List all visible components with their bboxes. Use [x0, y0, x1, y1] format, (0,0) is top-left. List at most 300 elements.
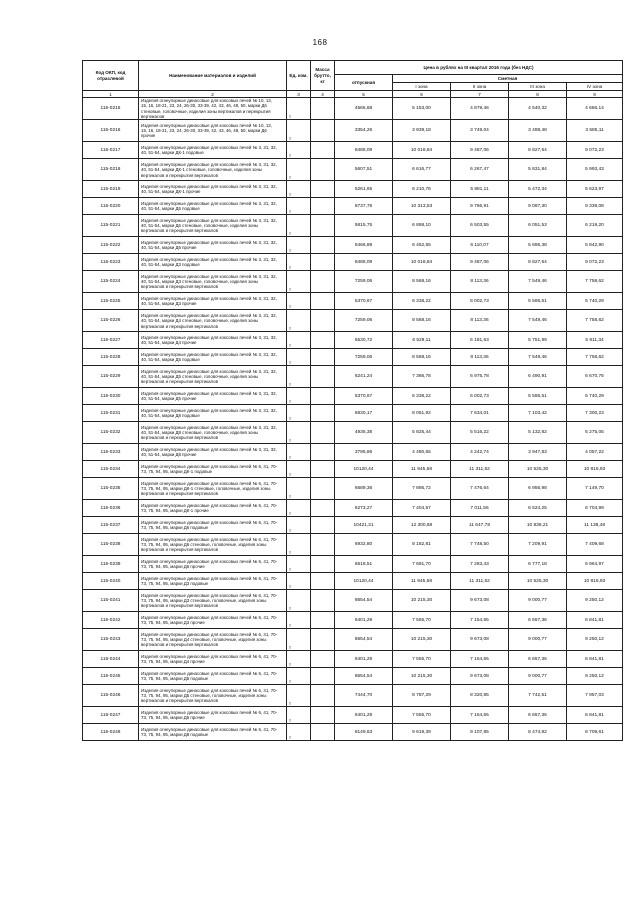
item-code: 115-0224 [83, 271, 139, 293]
header-estimate-price: Сметная [393, 75, 623, 83]
item-name [139, 422, 287, 444]
price-zone-4: 6 670,76 [567, 366, 623, 388]
header-zone-3: III зона [509, 83, 567, 91]
item-name-text: Изделия огнеупорные динасовые для коксовых печей № 6, 41, 70-73, 75, 94, 95, марки Д5 прочие [141, 710, 278, 721]
table-row [83, 271, 623, 293]
price-zone-2: 7 283,43 [451, 556, 509, 573]
item-name-text: Изделия огнеупорные динасовые для коксовых печей № 6, 41, 70-73, 75, 94, 95, марки Д3 подовые [141, 575, 278, 587]
table-row [83, 310, 623, 332]
item-mass [311, 500, 335, 517]
price-zone-3: 6 657,36 [509, 612, 567, 629]
item-unit: т [287, 444, 311, 461]
price-zone-4: 5 740,29 [567, 388, 623, 405]
release-price: 7259,06 [335, 310, 393, 332]
item-name [139, 366, 287, 388]
header-zone-1: I зона [393, 83, 451, 91]
release-price: 5607,51 [335, 159, 393, 181]
item-mass [311, 98, 335, 120]
price-zone-2: 5 516,22 [451, 422, 509, 444]
price-zone-1: 11 945,58 [393, 461, 451, 478]
item-name-text: Изделия огнеупорные динасовые для коксовых печей № 3, 31, 32, 40, 51-54, марки Д6 прочие [141, 240, 277, 251]
release-price: 6689,36 [335, 478, 393, 500]
item-unit: т [287, 120, 311, 142]
release-price: 8737,76 [335, 198, 393, 215]
item-code: 115-0222 [83, 237, 139, 254]
item-unit: т [287, 254, 311, 271]
item-unit: т [287, 310, 311, 332]
item-name [139, 461, 287, 478]
price-zone-4: 6 964,97 [567, 556, 623, 573]
price-zone-3: 10 838,21 [509, 517, 567, 534]
item-mass [311, 159, 335, 181]
item-mass [311, 590, 335, 612]
price-table [82, 60, 623, 741]
item-name-text: Изделия огнеупорные динасовые для коксовых печей № 10, 13, 15, 16, 18-21, 23, 24, 26-30, 33-39, 42, 43, 46, 48, 50, марки Д6 прочие [141, 122, 272, 139]
item-code: 115-0230 [83, 388, 139, 405]
table-row [83, 159, 623, 181]
price-zone-3: 5 472,34 [509, 181, 567, 198]
price-zone-4: 7 957,03 [567, 685, 623, 707]
price-zone-1: 10 313,53 [393, 198, 451, 215]
price-zone-3: 6 657,36 [509, 651, 567, 668]
item-name-text: Изделия огнеупорные динасовые для коксовых печей № 10, 13, 15, 16, 18-21, 23, 24, 26-30, 33-39, 42, 43, 46, 48, 50, марки Д6 стеновые, головочные, изделия зоны вертикалов и перекрытия вертикалов [141, 98, 272, 119]
table-row [83, 215, 623, 237]
item-name-text: Изделия огнеупорные динасовые для коксовых печей № 6, 41, 70-73, 75, 94, 95, марки Д5 подовые [141, 670, 278, 682]
table-row [83, 534, 623, 556]
table-row [83, 422, 623, 444]
item-unit: т [287, 181, 311, 198]
item-name-text: Изделия огнеупорные динасовые для коксовых печей № 3, 31, 32, 40, 51-54, марки Д3 прочие [141, 296, 277, 307]
release-price: 6273,27 [335, 500, 393, 517]
price-zone-4: 7 409,68 [567, 534, 623, 556]
price-zone-2: 9 766,91 [451, 198, 509, 215]
column-number: 4 [311, 91, 335, 98]
column-number: 2 [139, 91, 287, 98]
item-name [139, 629, 287, 651]
item-mass [311, 478, 335, 500]
item-unit: т [287, 534, 311, 556]
price-zone-2: 7 476,64 [451, 478, 509, 500]
item-code: 115-0217 [83, 142, 139, 159]
item-name [139, 590, 287, 612]
item-code: 115-0239 [83, 556, 139, 573]
price-zone-2: 11 647,78 [451, 517, 509, 534]
release-price: 8486,09 [335, 142, 393, 159]
item-name [139, 405, 287, 422]
table-row [83, 142, 623, 159]
price-zone-4: 4 057,22 [567, 444, 623, 461]
item-mass [311, 181, 335, 198]
column-number: 6 [393, 91, 451, 98]
item-name [139, 651, 287, 668]
price-zone-4: 5 842,90 [567, 237, 623, 254]
item-name [139, 668, 287, 685]
price-zone-3: 7 549,46 [509, 310, 567, 332]
item-name-text: Изделия огнеупорные динасовые для коксовых печей № 3, 31, 32, 40, 51-54, марки Д5 подовые [141, 352, 277, 363]
item-unit: т [287, 707, 311, 724]
release-price: 6518,51 [335, 556, 393, 573]
item-code: 115-0215 [83, 98, 139, 120]
price-zone-4: 7 758,62 [567, 310, 623, 332]
price-zone-1: 7 404,57 [393, 500, 451, 517]
item-unit: т [287, 388, 311, 405]
table-row [83, 724, 623, 741]
price-zone-1: 5 825,44 [393, 422, 451, 444]
item-mass [311, 237, 335, 254]
price-zone-4: 5 911,34 [567, 332, 623, 349]
release-price: 3795,86 [335, 444, 393, 461]
item-name [139, 349, 287, 366]
item-name-text: Изделия огнеупорные динасовые для коксовых печей № 3, 31, 32, 40, 51-54, марки Д5 стеновые, головочные, изделия зоны вертикалов и перекрытия вертикалов [141, 368, 277, 385]
release-price: 10120,44 [335, 573, 393, 590]
item-code: 115-0243 [83, 629, 139, 651]
price-zone-3: 9 087,30 [509, 198, 567, 215]
item-unit: т [287, 366, 311, 388]
item-name-text: Изделия огнеупорные динасовые для коксовых печей № 3, 31, 32, 40, 51-54, марки Д8 подовые [141, 407, 277, 419]
price-zone-4: 10 816,93 [567, 461, 623, 478]
price-zone-1: 6 616,77 [393, 159, 451, 181]
release-price: 3354,26 [335, 120, 393, 142]
item-name-text: Изделия огнеупорные динасовые для коксовых печей № 3, 31, 32, 40, 51-54, марки Д6 подовые [141, 200, 277, 212]
item-name [139, 724, 287, 741]
price-zone-3: 5 585,51 [509, 293, 567, 310]
table-row [83, 707, 623, 724]
item-name-text: Изделия огнеупорные динасовые для коксовых печей № 6, 41, 70-73, 75, 94, 95, марки Д6 прочие [141, 558, 278, 570]
table-row [83, 254, 623, 271]
item-unit: т [287, 590, 311, 612]
item-name-text: Изделия огнеупорные динасовые для коксовых печей № 3, 31, 32, 40, 51-54, марки Д8 прочие [141, 447, 277, 458]
item-code: 115-0245 [83, 668, 139, 685]
price-zone-3: 7 742,51 [509, 685, 567, 707]
item-name [139, 293, 287, 310]
item-name-text: Изделия огнеупорные динасовые для коксовых печей № 3, 31, 32, 40, 51-54, марки Д6 стеновые, головочные, изделия зоны вертикалов и перекрытия вертикалов [141, 217, 277, 234]
item-unit: т [287, 237, 311, 254]
price-zone-2: 4 879,46 [451, 98, 509, 120]
release-price: 5815,75 [335, 215, 393, 237]
price-zone-3: 3 488,48 [509, 120, 567, 142]
item-code: 115-0223 [83, 254, 139, 271]
release-price: 7259,06 [335, 271, 393, 293]
release-price: 4935,38 [335, 422, 393, 444]
item-unit: т [287, 668, 311, 685]
header-release-price: отпускная [335, 75, 393, 91]
table-row [83, 237, 623, 254]
table-row [83, 405, 623, 422]
table-row [83, 556, 623, 573]
item-name-text: Изделия огнеупорные динасовые для коксовых печей № 3, 31, 32, 40, 51-54, марки Д8 стеновые, головочные, изделия зоны вертикалов и перекрытия вертикалов [141, 424, 277, 441]
price-zone-4: 6 704,99 [567, 500, 623, 517]
item-name-text: Изделия огнеупорные динасовые для коксовых печей № 6, 41, 70-73, 75, 94, 95, марки ДК-1 стеновые, головочные, изделия зоны вертикалов и перекрытия вертикалов [141, 480, 278, 497]
price-zone-4: 5 993,43 [567, 159, 623, 181]
header-code: Код ОКП, код отраслевой [83, 61, 139, 91]
release-price: 7444,70 [335, 685, 393, 707]
price-zone-2: 7 011,56 [451, 500, 509, 517]
item-mass [311, 366, 335, 388]
price-zone-4: 5 740,29 [567, 293, 623, 310]
header-mass: Масса брутто, кг [311, 61, 335, 91]
release-price: 10421,31 [335, 517, 393, 534]
item-unit: т [287, 556, 311, 573]
item-name-text: Изделия огнеупорные динасовые для коксовых печей № 6, 41, 70-73, 75, 94, 95, марки ДК-1 прочие [141, 503, 278, 514]
item-name-text: Изделия огнеупорные динасовые для коксовых печей № 6, 41, 70-73, 75, 94, 95, марки Д5 стеновые, головочные, изделия зоны вертикалов и перекрытия вертикалов [141, 687, 278, 704]
header-name: Наименование материалов и изделий [139, 61, 287, 91]
item-name-text: Изделия огнеупорные динасовые для коксовых печей № 3, 31, 32, 40, 51-54, марки ДК-1 стеновые, головочные, изделия зоны вертикалов и перекрытия вертикалов [141, 161, 277, 178]
table-row [83, 590, 623, 612]
item-name-text: Изделия огнеупорные динасовые для коксовых печей № 6, 41, 70-73, 75, 94, 95, марки Д6 стеновые, головочные, изделия зоны вертикалов и перекрытия вертикалов [141, 536, 278, 553]
release-price: 8149,63 [335, 724, 393, 741]
item-mass [311, 461, 335, 478]
item-unit: т [287, 98, 311, 120]
release-price: 7259,06 [335, 349, 393, 366]
price-zone-1: 8 568,16 [393, 349, 451, 366]
item-name [139, 444, 287, 461]
item-name [139, 556, 287, 573]
price-zone-4: 6 841,81 [567, 707, 623, 724]
item-code: 115-0248 [83, 724, 139, 741]
table-row [83, 461, 623, 478]
item-name [139, 142, 287, 159]
price-zone-3: 7 549,46 [509, 271, 567, 293]
header-zone-4: IV зона [567, 83, 623, 91]
item-name [139, 685, 287, 707]
item-name-text: Изделия огнеупорные динасовые для коксовых печей № 3, 31, 32, 40, 51-54, марки Д4 стеновые, головочные, изделия зоны вертикалов и перекрытия вертикалов [141, 312, 277, 329]
price-zone-1: 10 018,84 [393, 142, 451, 159]
item-unit: т [287, 142, 311, 159]
item-code: 115-0240 [83, 573, 139, 590]
price-zone-4: 9 072,23 [567, 142, 623, 159]
price-zone-3: 9 000,77 [509, 668, 567, 685]
column-number: 7 [451, 91, 509, 98]
price-zone-3: 7 549,46 [509, 349, 567, 366]
item-name [139, 98, 287, 120]
price-zone-1: 6 210,76 [393, 181, 451, 198]
price-zone-3: 3 947,83 [509, 444, 567, 461]
item-code: 115-0236 [83, 500, 139, 517]
item-code: 115-0228 [83, 349, 139, 366]
price-zone-3: 5 132,82 [509, 422, 567, 444]
price-zone-1: 8 568,16 [393, 310, 451, 332]
item-name-text: Изделия огнеупорные динасовые для коксовых печей № 6, 41, 70-73, 75, 94, 95, марки Д4 прочие [141, 654, 278, 665]
item-name-text: Изделия огнеупорные динасовые для коксовых печей № 6, 41, 70-73, 75, 94, 95, марки Д8 подовые [141, 726, 278, 738]
release-price: 10120,44 [335, 461, 393, 478]
item-code: 115-0229 [83, 366, 139, 388]
price-zone-2: 8 113,36 [451, 271, 509, 293]
table-row [83, 629, 623, 651]
column-number: 1 [83, 91, 139, 98]
item-code: 115-0233 [83, 444, 139, 461]
price-zone-1: 10 215,30 [393, 668, 451, 685]
item-mass [311, 707, 335, 724]
column-number: 3 [287, 91, 311, 98]
price-zone-2: 9 673,08 [451, 590, 509, 612]
header-unit: Ед. изм. [287, 61, 311, 91]
price-zone-4: 6 841,81 [567, 651, 623, 668]
price-zone-3: 5 685,38 [509, 237, 567, 254]
price-zone-1: 10 215,30 [393, 590, 451, 612]
release-price: 5370,67 [335, 293, 393, 310]
price-zone-4: 9 250,12 [567, 590, 623, 612]
release-price: 5530,72 [335, 332, 393, 349]
release-price: 4565,68 [335, 98, 393, 120]
item-mass [311, 724, 335, 741]
item-name-text: Изделия огнеупорные динасовые для коксовых печей № 3, 31, 32, 40, 51-54, марки Д3 подовые [141, 256, 277, 268]
price-zone-2: 6 267,47 [451, 159, 509, 181]
release-price: 8654,54 [335, 629, 393, 651]
item-code: 115-0231 [83, 405, 139, 422]
item-name [139, 181, 287, 198]
table-row [83, 366, 623, 388]
price-zone-4: 9 250,12 [567, 629, 623, 651]
item-mass [311, 556, 335, 573]
item-name-text: Изделия огнеупорные динасовые для коксовых печей № 6, 41, 70-73, 75, 94, 95, марки Д3 прочие [141, 614, 278, 626]
price-zone-2: 6 002,73 [451, 388, 509, 405]
price-zone-2: 9 107,85 [451, 724, 509, 741]
item-unit: т [287, 461, 311, 478]
price-zone-4: 9 250,12 [567, 668, 623, 685]
item-unit: т [287, 651, 311, 668]
price-zone-1: 7 555,70 [393, 612, 451, 629]
price-zone-2: 7 154,65 [451, 651, 509, 668]
item-mass [311, 349, 335, 366]
price-zone-4: 9 339,08 [567, 198, 623, 215]
price-zone-4: 7 758,62 [567, 349, 623, 366]
price-zone-2: 6 110,07 [451, 237, 509, 254]
price-zone-4: 5 623,97 [567, 181, 623, 198]
price-zone-3: 6 956,98 [509, 478, 567, 500]
release-price: 6401,29 [335, 612, 393, 629]
item-code: 115-0225 [83, 293, 139, 310]
price-zone-1: 8 787,29 [393, 685, 451, 707]
price-zone-2: 11 311,52 [451, 461, 509, 478]
item-name [139, 500, 287, 517]
price-zone-2: 6 002,73 [451, 293, 509, 310]
price-zone-4: 6 841,81 [567, 612, 623, 629]
price-zone-1: 10 018,84 [393, 254, 451, 271]
item-name [139, 215, 287, 237]
price-zone-1: 8 568,16 [393, 271, 451, 293]
release-price: 8486,09 [335, 254, 393, 271]
price-zone-3: 9 000,77 [509, 629, 567, 651]
item-mass [311, 293, 335, 310]
price-zone-4: 3 585,11 [567, 120, 623, 142]
item-name [139, 534, 287, 556]
price-zone-2: 8 113,36 [451, 349, 509, 366]
price-zone-4: 7 300,23 [567, 405, 623, 422]
price-zone-2: 6 503,55 [451, 215, 509, 237]
item-name [139, 271, 287, 293]
price-zone-2: 9 673,08 [451, 668, 509, 685]
price-zone-2: 6 975,78 [451, 366, 509, 388]
price-zone-1: 12 300,68 [393, 517, 451, 534]
table-row [83, 181, 623, 198]
table-row [83, 517, 623, 534]
release-price: 6401,29 [335, 707, 393, 724]
item-mass [311, 668, 335, 685]
item-name-text: Изделия огнеупорные динасовые для коксовых печей № 3, 31, 32, 40, 51-54, марки Д5 прочие [141, 391, 277, 402]
item-unit: т [287, 293, 311, 310]
item-name-text: Изделия огнеупорные динасовые для коксовых печей № 3, 31, 32, 40, 51-54, марки Д4 прочие [141, 335, 277, 346]
item-code: 115-0237 [83, 517, 139, 534]
item-code: 115-0221 [83, 215, 139, 237]
price-zone-2: 8 320,85 [451, 685, 509, 707]
price-zone-3: 8 827,64 [509, 142, 567, 159]
table-row [83, 573, 623, 590]
item-mass [311, 517, 335, 534]
price-zone-1: 3 939,18 [393, 120, 451, 142]
item-code: 115-0246 [83, 685, 139, 707]
table-row [83, 98, 623, 120]
price-zone-1: 11 945,58 [393, 573, 451, 590]
price-zone-1: 6 452,55 [393, 237, 451, 254]
price-zone-3: 10 525,30 [509, 573, 567, 590]
item-mass [311, 405, 335, 422]
release-price: 6830,17 [335, 405, 393, 422]
item-name [139, 159, 287, 181]
column-number: 8 [509, 91, 567, 98]
item-mass [311, 120, 335, 142]
item-mass [311, 612, 335, 629]
item-name [139, 254, 287, 271]
table-header [83, 61, 623, 98]
item-name [139, 517, 287, 534]
price-zone-1: 6 529,11 [393, 332, 451, 349]
item-name [139, 120, 287, 142]
item-code: 115-0232 [83, 422, 139, 444]
price-zone-3: 6 777,18 [509, 556, 567, 573]
item-name [139, 332, 287, 349]
price-zone-3: 5 585,51 [509, 388, 567, 405]
item-mass [311, 573, 335, 590]
price-zone-2: 7 634,01 [451, 405, 509, 422]
item-name-text: Изделия огнеупорные динасовые для коксовых печей № 6, 41, 70-73, 75, 94, 95, марки ДК-1 подовые [141, 463, 278, 475]
price-zone-1: 8 061,92 [393, 405, 451, 422]
release-price: 6241,24 [335, 366, 393, 388]
item-mass [311, 198, 335, 215]
price-zone-1: 6 338,22 [393, 293, 451, 310]
item-mass [311, 215, 335, 237]
price-zone-2: 4 242,74 [451, 444, 509, 461]
price-zone-2: 5 881,11 [451, 181, 509, 198]
release-price: 8654,54 [335, 668, 393, 685]
item-name [139, 310, 287, 332]
item-mass [311, 310, 335, 332]
price-zone-3: 5 751,99 [509, 332, 567, 349]
item-code: 115-0220 [83, 198, 139, 215]
item-code: 115-0238 [83, 534, 139, 556]
table-row [83, 388, 623, 405]
price-zone-2: 9 487,06 [451, 254, 509, 271]
item-name-text: Изделия огнеупорные динасовые для коксовых печей № 3, 31, 32, 40, 51-54, марки Д3 стеновые, головочные, изделия зоны вертикалов и перекрытия вертикалов [141, 273, 277, 290]
column-number: 5 [335, 91, 393, 98]
item-unit: т [287, 422, 311, 444]
price-zone-2: 7 154,65 [451, 707, 509, 724]
release-price: 8654,54 [335, 590, 393, 612]
price-zone-3: 8 827,64 [509, 254, 567, 271]
item-unit: т [287, 724, 311, 741]
price-zone-1: 6 338,22 [393, 388, 451, 405]
item-unit: т [287, 332, 311, 349]
price-zone-3: 9 000,77 [509, 590, 567, 612]
item-mass [311, 629, 335, 651]
item-code: 115-0235 [83, 478, 139, 500]
item-name-text: Изделия огнеупорные динасовые для коксовых печей № 3, 31, 32, 40, 51-54, марки ДК-1 прочие [141, 184, 277, 195]
item-code: 115-0234 [83, 461, 139, 478]
item-mass [311, 388, 335, 405]
item-name [139, 478, 287, 500]
item-code: 115-0242 [83, 612, 139, 629]
table-row [83, 612, 623, 629]
item-unit: т [287, 159, 311, 181]
